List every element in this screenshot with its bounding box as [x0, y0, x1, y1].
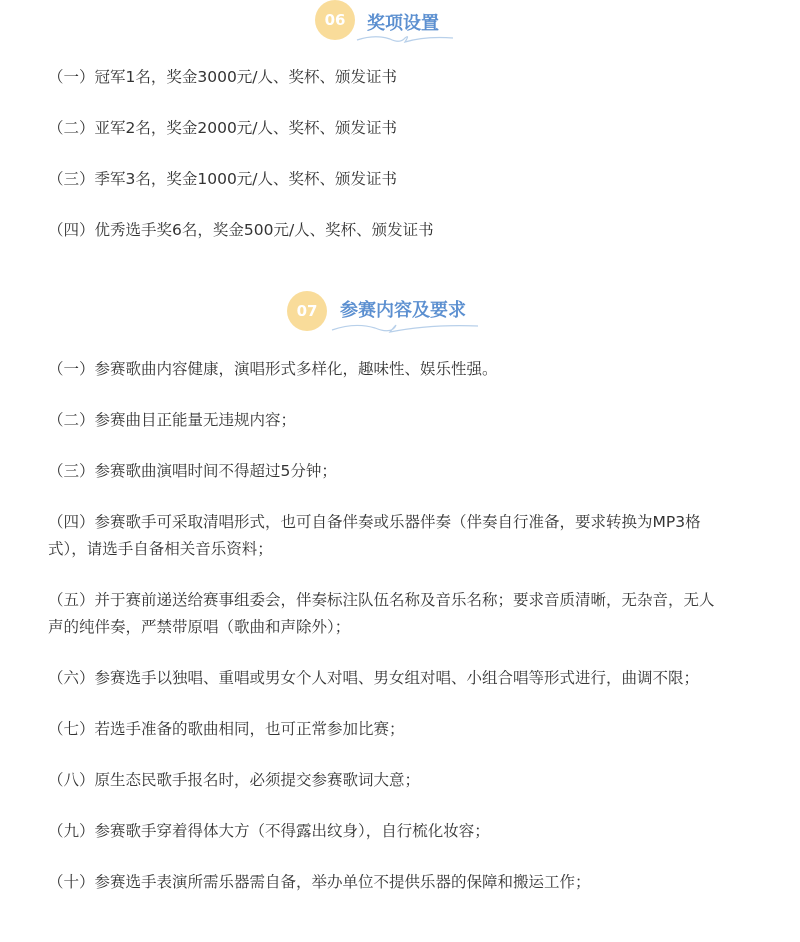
list-item: （二）参赛曲目正能量无违规内容； [48, 411, 297, 429]
list-item: （二）亚军2名，奖金2000元/人、奖杯、颁发证书 [48, 119, 398, 137]
list-item: （一）冠军1名，奖金3000元/人、奖杯、颁发证书 [48, 68, 398, 86]
list-item: （八）原生态民歌手报名时，必须提交参赛歌词大意； [48, 771, 421, 789]
list-item: （九）参赛歌手穿着得体大方（不得露出纹身），自行梳化妆容； [48, 822, 490, 840]
list-item: （七）若选手准备的歌曲相同，也可正常参加比赛； [48, 720, 405, 738]
list-item: （四）优秀选手奖6名，奖金500元/人、奖杯、颁发证书 [48, 221, 434, 239]
list-item: （三）参赛歌曲演唱时间不得超过5分钟； [48, 462, 337, 480]
wave-decoration-icon [330, 320, 480, 338]
awards-list [48, 64, 728, 268]
wave-decoration-icon [355, 32, 455, 46]
section-header-07 [0, 290, 800, 340]
list-item: （六）参赛选手以独唱、重唱或男女个人对唱、男女组对唱、小组合唱等形式进行，曲调不限； [48, 669, 700, 687]
section-header-06 [0, 0, 800, 50]
list-item: （五）并于赛前递送给赛事组委会，伴奏标注队伍名称及音乐名称；要求音质清晰，无杂音，无人声的纯伴奏，严禁带原唱（歌曲和声除外）； [48, 591, 715, 636]
list-item: （一）参赛歌曲内容健康，演唱形式多样化，趣味性、娱乐性强。 [48, 360, 498, 378]
list-item: （三）季军3名，奖金1000元/人、奖杯、颁发证书 [48, 170, 398, 188]
section-number-badge: 07 [287, 291, 327, 331]
section-number-badge: 06 [315, 0, 355, 40]
list-item: （四）参赛歌手可采取清唱形式，也可自备伴奏或乐器伴奏（伴奏自行准备，要求转换为MP3格式），请选手自备相关音乐资料； [48, 513, 701, 558]
section-title: 奖项设置 [367, 13, 439, 34]
requirements-list [48, 356, 728, 920]
list-item: （十）参赛选手表演所需乐器需自备，举办单位不提供乐器的保障和搬运工作； [48, 873, 591, 891]
section-title: 参赛内容及要求 [340, 300, 466, 321]
